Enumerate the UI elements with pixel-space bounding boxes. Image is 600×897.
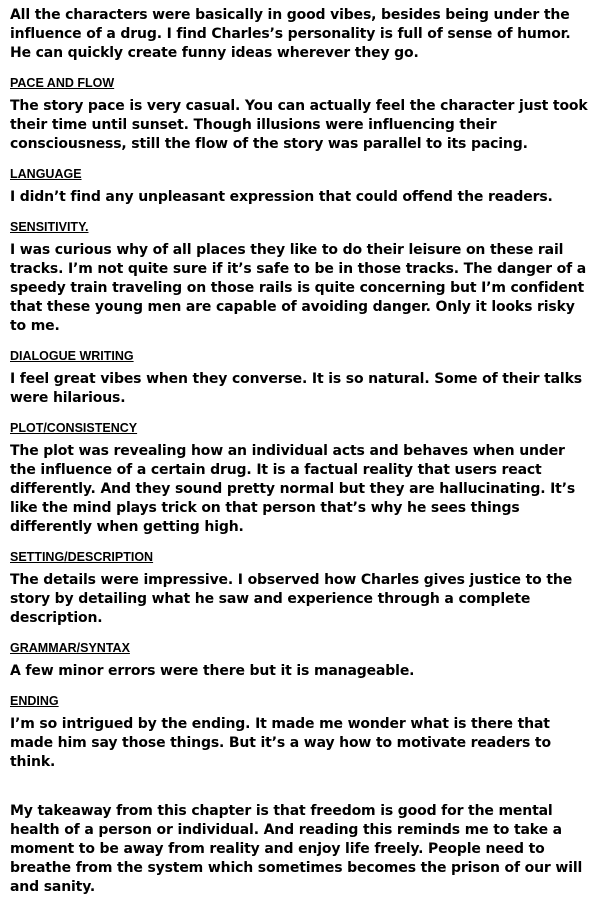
heading-plot-consistency: PLOT/CONSISTENCY	[10, 421, 138, 435]
plot-consistency-text: The plot was revealing how an individual acts and behaves when under the influence of a certain drug. It is a factual reality that users react differently. And they sound pretty normal but they are hallucinating. It’s like the mind plays trick on that person that’s why he sees things differently when getting high.	[10, 443, 576, 535]
grammar-syntax-text: A few minor errors were there but it is manageable.	[10, 663, 415, 679]
heading-pace-and-flow: PACE AND FLOW	[10, 76, 115, 90]
intro-paragraph: All the characters were basically in good vibes, besides being under the influence of a drug. I find Charles’s personality is full of sense of humor. He can quickly create funny ideas wherever they go.	[10, 7, 571, 61]
heading-dialogue-writing: DIALOGUE WRITING	[10, 349, 134, 363]
pace-and-flow-text: The story pace is very casual. You can actually feel the character just took their time until sunset. Though illusions were influencing their consciousness, still the flow of the story was parallel to its pacing.	[10, 98, 588, 152]
takeaway-paragraph: My takeaway from this chapter is that freedom is good for the mental health of a person or individual. And reading this reminds me to take a moment to be away from reality and enjoy life freely. People need to breathe from the system which sometimes becomes the prison of our will and sanity.	[10, 803, 583, 895]
dialogue-writing-text: I feel great vibes when they converse. It is so natural. Some of their talks were hilarious.	[10, 371, 582, 406]
setting-description-text: The details were impressive. I observed how Charles gives justice to the story by detailing what he saw and experience through a complete description.	[10, 572, 573, 626]
heading-sensitivity: SENSITIVITY.	[10, 220, 89, 234]
language-text: I didn’t find any unpleasant expression that could offend the readers.	[10, 189, 553, 205]
heading-grammar-syntax: GRAMMAR/SYNTAX	[10, 641, 130, 655]
review-document	[10, 6, 594, 897]
heading-language: LANGUAGE	[10, 167, 82, 181]
sensitivity-text: I was curious why of all places they like to do their leisure on these rail tracks. I’m not quite sure if it’s safe to be in those tracks. The danger of a speedy train traveling on those rails is quite concerning but I’m confident that these young men are capable of avoiding danger. Only it looks risky to me.	[10, 242, 587, 334]
heading-setting-description: SETTING/DESCRIPTION	[10, 550, 154, 564]
ending-text: I’m so intrigued by the ending. It made me wonder what is there that made him say those things. But it’s a way how to motivate readers to think.	[10, 716, 551, 770]
heading-ending: ENDING	[10, 694, 59, 708]
